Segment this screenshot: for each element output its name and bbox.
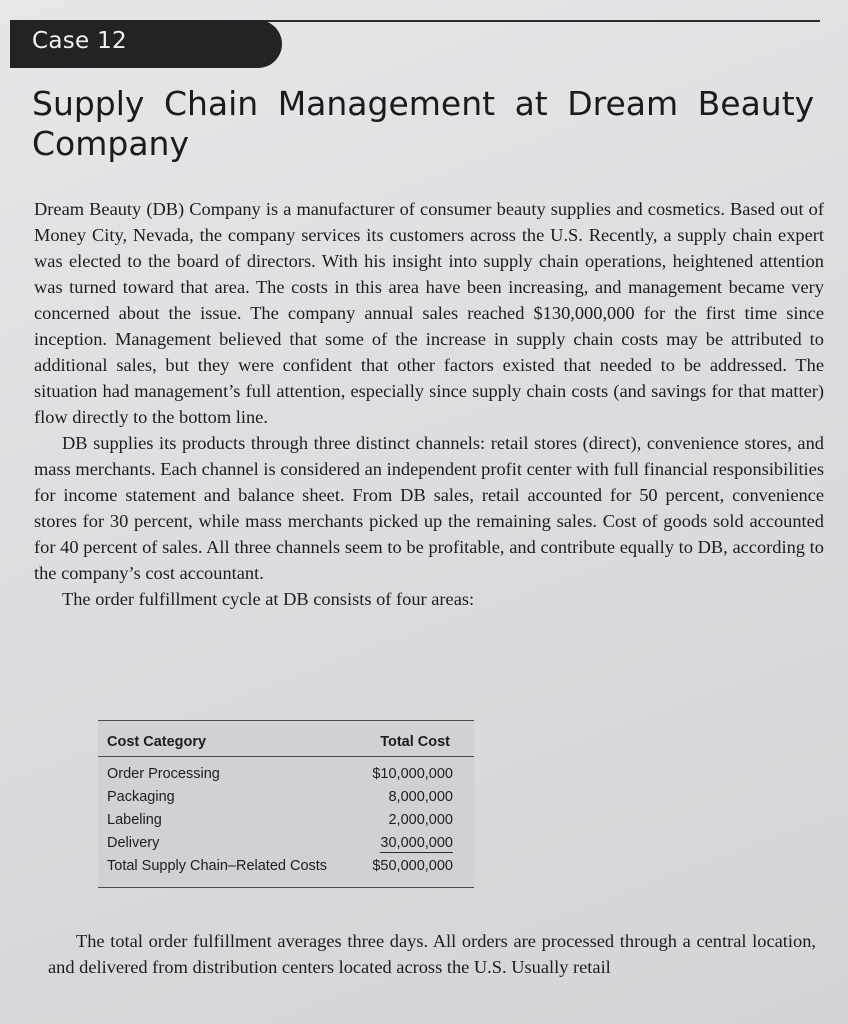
paragraph-fulfillment-cycle: The order fulfillment cycle at DB consists of four areas: [62, 589, 475, 609]
table-cell-total: $10,000,000 [372, 766, 453, 782]
table-cell-category: Packaging [107, 789, 175, 805]
case-label: Case 12 [32, 28, 127, 54]
table-cell-category: Total Supply Chain–Related Costs [107, 858, 328, 874]
table-cell-total: 30,000,000 [380, 835, 453, 851]
table-cell-category: Order Processing [107, 766, 220, 782]
table-cell-category: Delivery [107, 835, 160, 851]
table-cell-total: $50,000,000 [372, 858, 453, 874]
case-label-tab [10, 20, 282, 68]
table-cell-total: 2,000,000 [388, 812, 453, 828]
table-row [107, 835, 453, 857]
table-total-row [107, 858, 453, 880]
table-row [107, 812, 453, 834]
paragraph-channels: DB supplies its products through three distinct channels: retail stores (direct), convenience stores, and mass merchants. Each channel is considered an independent profit center with full financial responsibilities for income statement and balance sheet. From DB sales, retail accounted for 50 percent, convenience stores for 30 percent, while mass merchants picked up the remaining sales. Cost of goods sold accounted for 40 percent of sales. All three channels seem to be profitable, and contribute equally to DB, according to the company’s cost accountant. [34, 433, 824, 583]
cost-table [98, 720, 474, 888]
closing-text [48, 928, 816, 980]
table-cell-total: 8,000,000 [388, 789, 453, 805]
table-row [107, 789, 453, 811]
body-text [34, 196, 824, 612]
table-header-rule [98, 756, 474, 757]
table-header-total: Total Cost [380, 734, 450, 750]
table-header-category: Cost Category [107, 734, 207, 750]
paragraph-closing: The total order fulfillment averages three days. All orders are processed through a central location, and delivered from distribution centers located across the U.S. Usually retail [48, 931, 816, 977]
table-row [107, 766, 453, 788]
paragraph-intro: Dream Beauty (DB) Company is a manufacturer of consumer beauty supplies and cosmetics. Based out of Money City, Nevada, the company services its customers across the U.S. Recently, a supply chain expert was elected to the board of directors. With his insight into supply chain operations, heightened attention was turned toward that area. The costs in this area have been increasing, and management became very concerned about the issue. The company annual sales reached $130,000,000 for the first time since inception. Management believed that some of the increase in supply chain costs may be attributed to additional sales, but they were confident that other factors existed that needed to be addressed. The situation had management’s full attention, especially since supply chain costs (and savings for that matter) flow directly to the bottom line. [34, 199, 824, 427]
table-cell-category: Labeling [107, 812, 162, 828]
page-title: Supply Chain Management at Dream Beauty Company [32, 84, 815, 163]
